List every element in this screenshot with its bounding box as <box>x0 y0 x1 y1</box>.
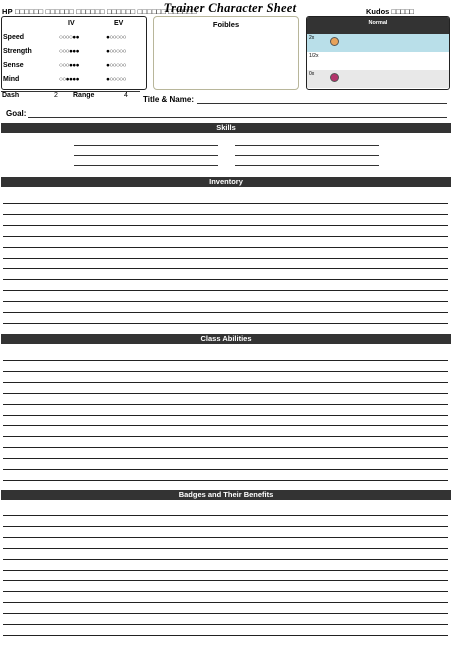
class-ability-line[interactable] <box>3 393 448 394</box>
stat-name: Mind <box>3 76 20 83</box>
ev-header: EV <box>114 20 124 27</box>
foibles-box[interactable] <box>153 16 299 90</box>
inventory-line[interactable] <box>3 301 448 302</box>
dash-label: Dash <box>2 92 20 99</box>
class-ability-line[interactable] <box>3 371 448 372</box>
divider <box>1 91 140 92</box>
stat-row-speed <box>2 34 148 48</box>
skills-header: Skills <box>1 123 451 133</box>
foibles-label: Foibles <box>212 20 240 29</box>
type-row-2x <box>307 34 449 52</box>
stat-ev-dots[interactable]: ●○○○○○ <box>106 76 126 83</box>
range-label: Range <box>73 92 95 99</box>
stats-box <box>1 16 147 90</box>
ghost-type-icon <box>330 73 339 82</box>
inventory-line[interactable] <box>3 323 448 324</box>
inventory-line[interactable] <box>3 247 448 248</box>
badge-line[interactable] <box>3 515 448 516</box>
badge-line[interactable] <box>3 624 448 625</box>
stat-row-sense <box>2 62 148 76</box>
dash-value[interactable]: 2 <box>54 92 58 99</box>
stat-ev-dots[interactable]: ●○○○○○ <box>106 48 126 55</box>
inventory-line[interactable] <box>3 290 448 291</box>
badge-line[interactable] <box>3 559 448 560</box>
badge-line[interactable] <box>3 613 448 614</box>
type-header: Normal <box>307 17 449 34</box>
stat-iv-dots[interactable]: ○○○●●● <box>59 48 79 55</box>
stat-ev-dots[interactable]: ●○○○○○ <box>106 34 126 41</box>
class-ability-line[interactable] <box>3 404 448 405</box>
class-ability-line[interactable] <box>3 480 448 481</box>
type-multiplier: 1/2x <box>309 53 319 59</box>
inventory-line[interactable] <box>3 258 448 259</box>
fighting-type-icon <box>330 37 339 46</box>
hp-tracker[interactable]: HP □□□□□□ □□□□□□ □□□□□□ □□□□□□ □□□□□□ □□□□□□ <box>2 7 197 16</box>
class-ability-line[interactable] <box>3 415 448 416</box>
inventory-header: Inventory <box>1 177 451 187</box>
class-abilities-header: Class Abilities <box>1 334 451 344</box>
sheet-title: Trainer Character Sheet <box>163 1 297 15</box>
iv-header: IV <box>68 20 75 27</box>
stat-iv-dots[interactable]: ○○●●●● <box>59 76 79 83</box>
skill-line[interactable] <box>235 155 379 156</box>
badge-line[interactable] <box>3 635 448 636</box>
badge-line[interactable] <box>3 591 448 592</box>
badge-line[interactable] <box>3 602 448 603</box>
class-ability-line[interactable] <box>3 360 448 361</box>
skill-line[interactable] <box>235 145 379 146</box>
class-ability-line[interactable] <box>3 436 448 437</box>
stat-iv-dots[interactable]: ○○○○●● <box>59 34 79 41</box>
class-ability-line[interactable] <box>3 425 448 426</box>
goal-label: Goal: <box>6 109 27 118</box>
range-value[interactable]: 4 <box>124 92 128 99</box>
skill-line[interactable] <box>235 165 379 166</box>
badges-header: Badges and Their Benefits <box>1 490 451 500</box>
stat-iv-dots[interactable]: ○○○●●● <box>59 62 79 69</box>
goal-field[interactable] <box>28 117 447 118</box>
skill-line[interactable] <box>74 145 218 146</box>
title-name-label: Title & Name: <box>143 95 194 104</box>
class-ability-line[interactable] <box>3 469 448 470</box>
stat-row-strength <box>2 48 148 62</box>
class-ability-line[interactable] <box>3 458 448 459</box>
kudos-tracker[interactable]: Kudos □□□□□ <box>366 7 415 16</box>
type-multiplier: 2x <box>309 35 315 41</box>
type-multiplier: 0x <box>309 71 315 77</box>
stat-name: Sense <box>3 62 24 69</box>
stat-name: Strength <box>3 48 32 55</box>
inventory-line[interactable] <box>3 214 448 215</box>
skill-line[interactable] <box>74 155 218 156</box>
badge-line[interactable] <box>3 548 448 549</box>
type-chart-box <box>306 16 450 90</box>
badge-line[interactable] <box>3 526 448 527</box>
stat-row-mind <box>2 76 148 90</box>
class-ability-line[interactable] <box>3 447 448 448</box>
inventory-line[interactable] <box>3 268 448 269</box>
skill-line[interactable] <box>74 165 218 166</box>
badge-line[interactable] <box>3 580 448 581</box>
inventory-line[interactable] <box>3 225 448 226</box>
inventory-line[interactable] <box>3 203 448 204</box>
type-row-half <box>307 52 449 70</box>
inventory-line[interactable] <box>3 312 448 313</box>
title-name-field[interactable] <box>197 103 447 104</box>
badge-line[interactable] <box>3 537 448 538</box>
type-row-0x <box>307 70 449 88</box>
stat-name: Speed <box>3 34 25 41</box>
stat-ev-dots[interactable]: ●○○○○○ <box>106 62 126 69</box>
badge-line[interactable] <box>3 570 448 571</box>
inventory-line[interactable] <box>3 236 448 237</box>
inventory-line[interactable] <box>3 279 448 280</box>
class-ability-line[interactable] <box>3 382 448 383</box>
